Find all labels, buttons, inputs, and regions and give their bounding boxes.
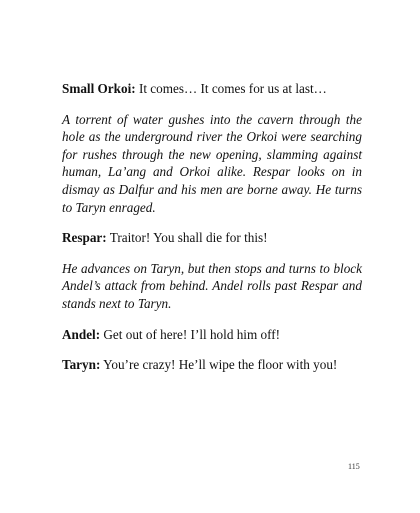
dialogue-line-andel [62,326,362,344]
speaker-name: Respar: [62,230,107,246]
dialogue-line-respar [62,229,362,247]
speaker-name: Taryn: [62,357,101,373]
dialogue-line-taryn [62,356,362,374]
dialogue-text: Traitor! You shall die for this! [106,230,268,246]
speaker-name: Andel: [62,326,101,342]
dialogue-text: It comes… It comes for us at last… [135,81,327,96]
dialogue-text: You’re crazy! He’ll wipe the floor with you! [100,357,338,373]
page-number: 115 [348,462,360,471]
speaker-name: Small Orkoi: [62,81,136,96]
dialogue-line-small-orkoi [62,80,362,98]
stage-direction: He advances on Taryn, but then stops and turns to block Andel’s attack from behind. Andel rolls past Respar and stands next to Taryn. [62,260,362,311]
dialogue-text: Get out of here! I’ll hold him off! [100,326,281,342]
stage-direction: A torrent of water gushes into the cavern through the hole as the underground river the Orkoi were searching for rushes through the new opening, slamming against human, La’ang and Orkoi alike. Respar looks on in dismay as Dalfur and his men are borne away. He turns to Taryn enraged. [62,111,362,215]
page-body [62,80,362,387]
